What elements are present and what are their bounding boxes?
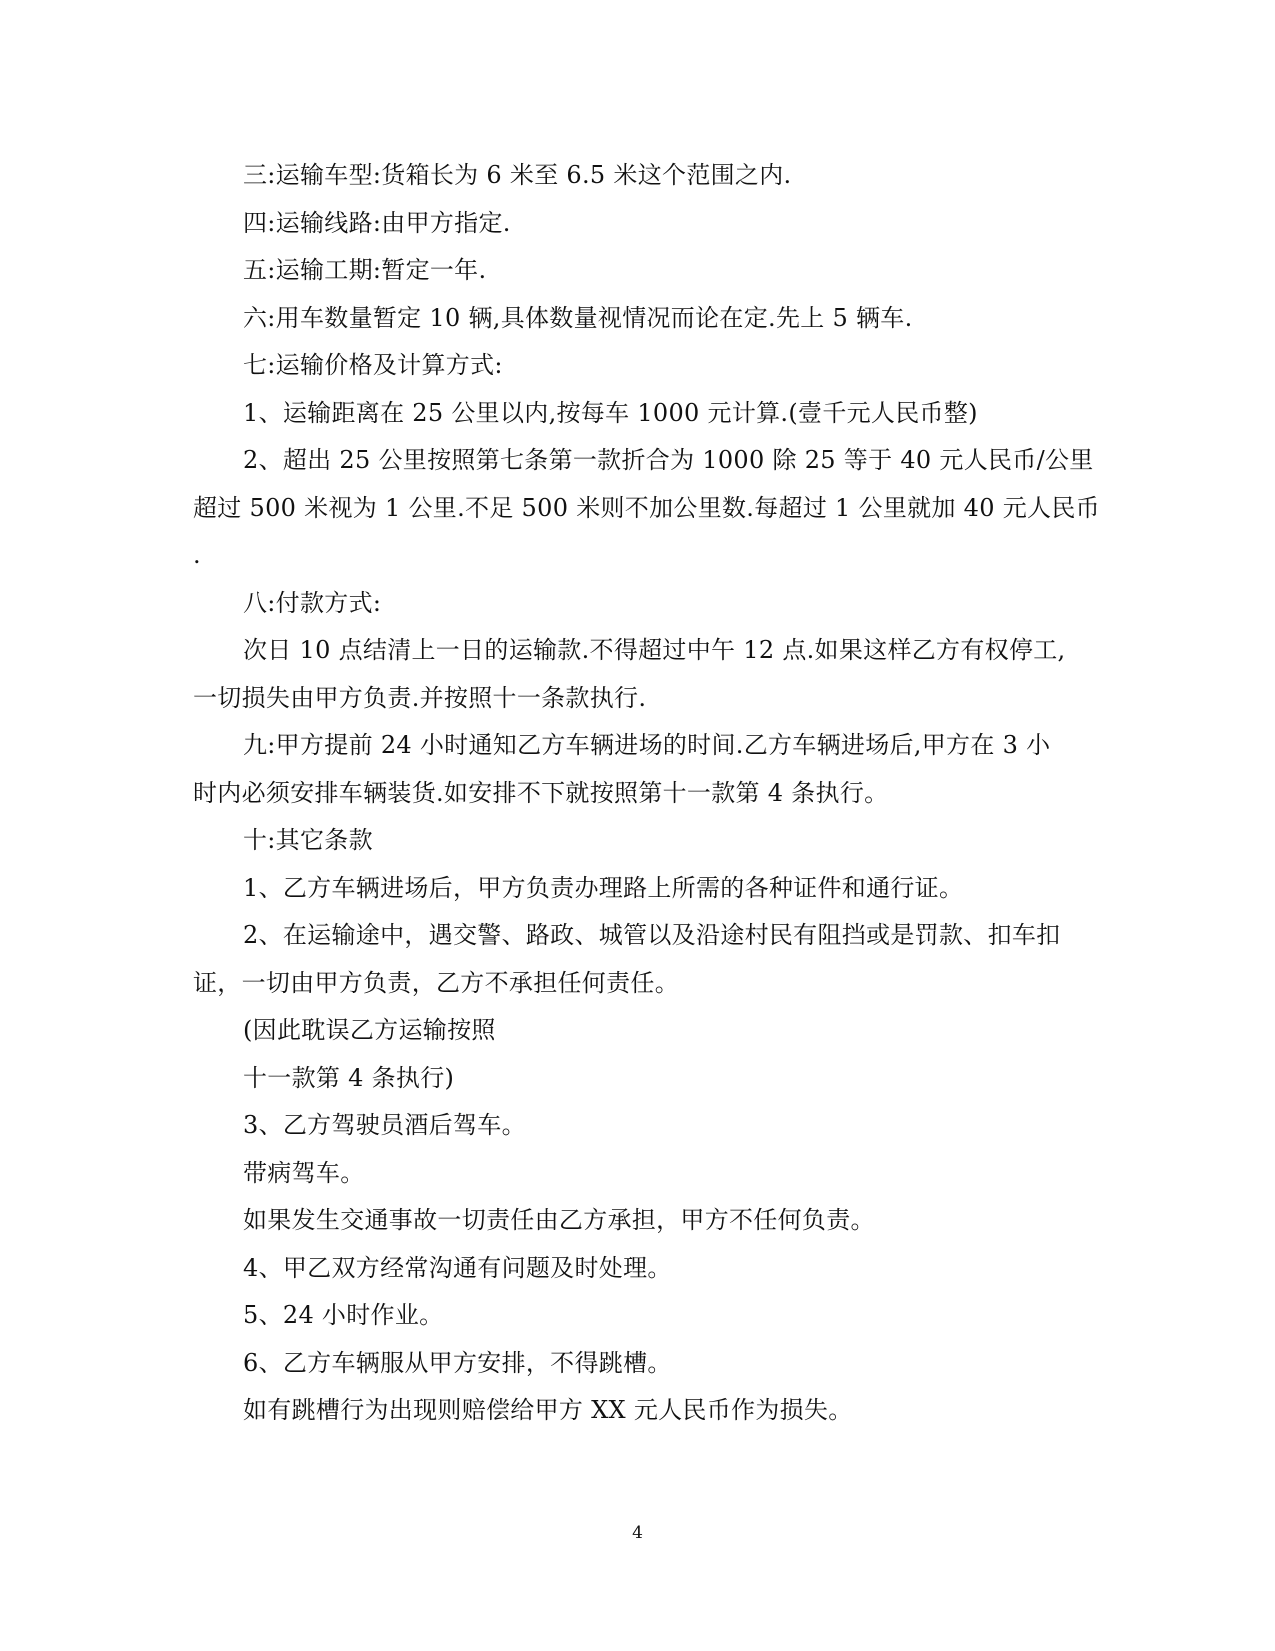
clause-7-item-2: 2、超出 25 公里按照第七条第一款折合为 1000 除 25 等于 40 元人民币/公里 — [243, 446, 1094, 474]
clause-10-item-6-penalty: 如有跳槽行为出现则赔偿给甲方 XX 元人民币作为损失。 — [243, 1396, 853, 1424]
clause-6-vehicle-count: 六:用车数量暂定 10 辆,具体数量视情况而论在定.先上 5 辆车. — [243, 303, 913, 332]
clause-7-item-1: 1、运输距离在 25 公里以内,按每车 1000 元计算.(壹千元人民币整) — [243, 398, 978, 427]
clause-8-text-continued: 一切损失由甲方负责.并按照十一条款执行. — [193, 683, 647, 712]
clause-10-item-3-sub: 带病驾车。 — [243, 1158, 365, 1187]
clause-10-item-3: 3、乙方驾驶员酒后驾车。 — [243, 1111, 526, 1139]
clause-9-text-continued: 时内必须安排车辆装货.如安排不下就按照第十一款第 4 条执行。 — [193, 778, 889, 807]
document-body — [193, 152, 1100, 1435]
clause-10-item-3-liability: 如果发生交通事故一切责任由乙方承担，甲方不任何负责。 — [243, 1206, 875, 1234]
clause-4-route: 四:运输线路:由甲方指定. — [243, 208, 511, 237]
clause-8-text: 次日 10 点结清上一日的运输款.不得超过中午 12 点.如果这样乙方有权停工, — [243, 636, 1066, 664]
clause-10-item-6: 6、乙方车辆服从甲方安排，不得跳槽。 — [243, 1348, 672, 1377]
clause-7-item-2-continued: 超过 500 米视为 1 公里.不足 500 米则不加公里数.每超过 1 公里就加 40 元人民币 — [193, 493, 1100, 522]
clause-10-item-2-note: (因此耽误乙方运输按照 — [243, 1016, 496, 1044]
clause-5-period: 五:运输工期:暂定一年. — [243, 256, 487, 284]
clause-7-heading: 七:运输价格及计算方式: — [243, 351, 503, 379]
page-number: 4 — [632, 1523, 643, 1543]
clause-7-item-2-end: . — [193, 541, 201, 569]
clause-10-item-2-continued: 证，一切由甲方负责，乙方不承担任何责任。 — [193, 968, 679, 997]
clause-3-vehicle-type: 三:运输车型:货箱长为 6 米至 6.5 米这个范围之内. — [243, 161, 792, 189]
clause-10-item-5: 5、24 小时作业。 — [243, 1301, 444, 1329]
clause-9-text: 九:甲方提前 24 小时通知乙方车辆进场的时间.乙方车辆进场后,甲方在 3 小 — [243, 731, 1051, 759]
clause-10-item-4: 4、甲乙双方经常沟通有问题及时处理。 — [243, 1253, 672, 1282]
clause-8-heading: 八:付款方式: — [243, 588, 382, 617]
clause-10-heading: 十:其它条款 — [243, 826, 373, 854]
clause-10-item-2: 2、在运输途中，遇交警、路政、城管以及沿途村民有阻挡或是罚款、扣车扣 — [243, 921, 1061, 949]
clause-10-item-2-note-continued: 十一款第 4 条执行) — [243, 1063, 455, 1092]
clause-10-item-1: 1、乙方车辆进场后，甲方负责办理路上所需的各种证件和通行证。 — [243, 873, 964, 902]
